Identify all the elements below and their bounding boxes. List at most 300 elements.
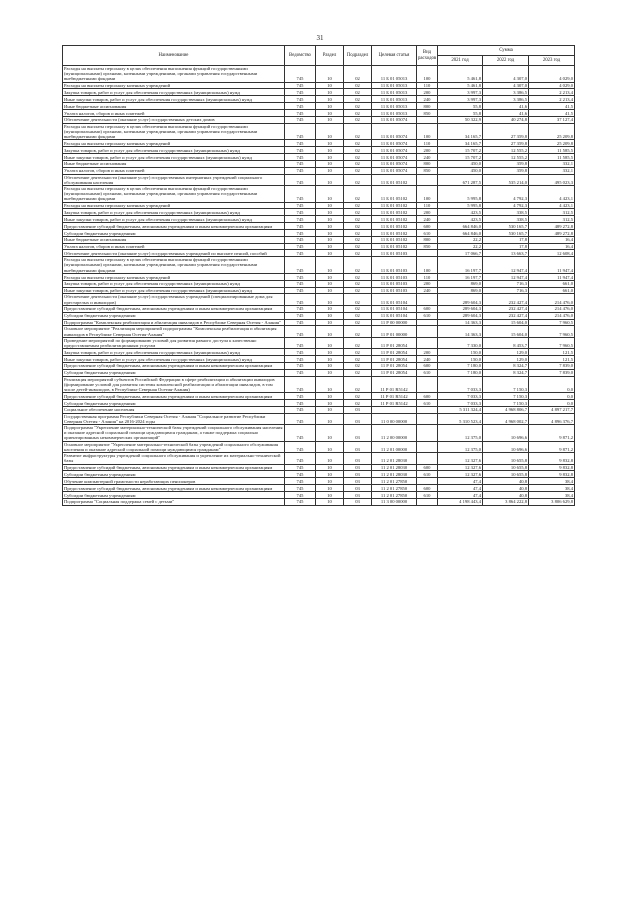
- cell-year-2023: 7 960,5: [529, 326, 575, 337]
- cell-year-2023: 489 272,8: [529, 223, 575, 230]
- cell-target-item: 11 Б 01 05104: [372, 294, 417, 305]
- cell-section: 10: [316, 369, 344, 376]
- cell-expense-type: 110: [417, 140, 438, 147]
- cell-year-2021: 14 363,3: [438, 319, 483, 326]
- table-row: [63, 66, 575, 83]
- cell-year-2021: 5 461,8: [438, 66, 483, 83]
- cell-year-2021: 16 197,7: [438, 257, 483, 274]
- cell-name: Расходы на выплаты персоналу в целях обеспечения выполнения функций государственными (муниципальными) органами, казенными учреждениями, органами управления государственными внебюджетными фондами: [63, 123, 285, 140]
- cell-section: 10: [316, 393, 344, 400]
- cell-year-2022: 4 792,3: [483, 185, 529, 202]
- cell-department: 745: [285, 453, 316, 464]
- cell-expense-type: 200: [417, 147, 438, 154]
- cell-department: 745: [285, 185, 316, 202]
- cell-year-2021: 423,5: [438, 209, 483, 216]
- cell-name: Субсидии бюджетным учреждениям: [63, 369, 285, 376]
- cell-target-item: 11 Б 01 05103: [372, 250, 417, 257]
- cell-section: 10: [316, 294, 344, 305]
- cell-section: 10: [316, 464, 344, 471]
- cell-expense-type: [417, 498, 438, 505]
- cell-year-2022: 40,8: [483, 478, 529, 485]
- cell-name: Иные бюджетные ассигнования: [63, 160, 285, 167]
- cell-name: Уплата налогов, сборов и иных платежей: [63, 109, 285, 116]
- cell-expense-type: 100: [417, 66, 438, 83]
- header-name: Наименование: [63, 46, 285, 66]
- cell-department: 745: [285, 485, 316, 492]
- cell-section: 10: [316, 425, 344, 442]
- header-department: Ведомство: [285, 46, 316, 66]
- cell-department: 745: [285, 425, 316, 442]
- cell-name: Предоставление субсидий бюджетным, автономным учреждениям и иным некоммерческим организациям: [63, 393, 285, 400]
- cell-year-2021: 47,4: [438, 485, 483, 492]
- cell-department: 745: [285, 294, 316, 305]
- cell-year-2022: 232 427,4: [483, 305, 529, 312]
- cell-year-2021: 423,5: [438, 216, 483, 223]
- cell-year-2023: 25 209,8: [529, 123, 575, 140]
- cell-year-2022: 129,0: [483, 349, 529, 356]
- cell-subsection: 02: [344, 305, 372, 312]
- cell-name: Закупка товаров, работ и услуг для обеспечения государственных (муниципальных) нужд: [63, 349, 285, 356]
- cell-year-2021: 664 846,0: [438, 229, 483, 236]
- cell-section: 10: [316, 362, 344, 369]
- table-row: [63, 250, 575, 257]
- cell-year-2021: 22,2: [438, 243, 483, 250]
- cell-section: 10: [316, 89, 344, 96]
- cell-expense-type: 600: [417, 393, 438, 400]
- cell-department: 745: [285, 82, 316, 89]
- cell-target-item: 11 3 00 00000: [372, 498, 417, 505]
- cell-section: 10: [316, 202, 344, 209]
- cell-subsection: 02: [344, 140, 372, 147]
- table-row: [63, 185, 575, 202]
- cell-year-2023: 312,5: [529, 209, 575, 216]
- cell-target-item: 11 Р 01 R5142: [372, 399, 417, 406]
- cell-year-2022: 8 324,7: [483, 362, 529, 369]
- cell-year-2023: 38,4: [529, 485, 575, 492]
- cell-year-2021: 55,8: [438, 109, 483, 116]
- table-row: [63, 294, 575, 305]
- table-row: [63, 123, 575, 140]
- cell-subsection: 02: [344, 326, 372, 337]
- cell-section: 10: [316, 216, 344, 223]
- cell-year-2021: 5 995,8: [438, 202, 483, 209]
- cell-subsection: 03: [344, 453, 372, 464]
- cell-year-2021: 289 604,3: [438, 305, 483, 312]
- cell-year-2022: 3 386,5: [483, 96, 529, 103]
- cell-name: Расходы на выплаты персоналу казенных учреждений: [63, 273, 285, 280]
- cell-target-item: 11 Б 01 05102: [372, 202, 417, 209]
- cell-target-item: 11 2 01 28030: [372, 471, 417, 478]
- cell-year-2021: 5 310 523,4: [438, 413, 483, 424]
- table-row: [63, 209, 575, 216]
- cell-subsection: 02: [344, 243, 372, 250]
- cell-year-2023: 4 029,0: [529, 82, 575, 89]
- cell-department: 745: [285, 312, 316, 319]
- cell-year-2021: 3 997,3: [438, 96, 483, 103]
- cell-year-2021: 14 363,3: [438, 326, 483, 337]
- cell-target-item: 11 Б 01 05074: [372, 167, 417, 174]
- cell-year-2023: 2 213,4: [529, 89, 575, 96]
- cell-year-2023: 9 832,8: [529, 464, 575, 471]
- cell-year-2023: 9 832,8: [529, 453, 575, 464]
- cell-year-2021: 671 287,5: [438, 174, 483, 185]
- cell-section: 10: [316, 319, 344, 326]
- cell-section: 10: [316, 399, 344, 406]
- cell-year-2021: 7 033,3: [438, 399, 483, 406]
- cell-target-item: 11 Б 01 05103: [372, 257, 417, 274]
- cell-subsection: 03: [344, 485, 372, 492]
- cell-year-2022: 359,8: [483, 160, 529, 167]
- table-row: [63, 280, 575, 287]
- cell-year-2023: 9 871,2: [529, 425, 575, 442]
- table-row: [63, 153, 575, 160]
- cell-target-item: 11 Б 01 05013: [372, 89, 417, 96]
- cell-department: 745: [285, 305, 316, 312]
- cell-expense-type: 200: [417, 349, 438, 356]
- cell-year-2023: 25 209,8: [529, 140, 575, 147]
- cell-expense-type: 600: [417, 485, 438, 492]
- cell-year-2023: 4 423,1: [529, 185, 575, 202]
- cell-year-2022: 8 324,7: [483, 369, 529, 376]
- cell-section: 10: [316, 305, 344, 312]
- cell-year-2021: 47,4: [438, 478, 483, 485]
- cell-year-2023: 16,4: [529, 243, 575, 250]
- cell-subsection: 02: [344, 167, 372, 174]
- cell-expense-type: 240: [417, 356, 438, 363]
- cell-name: Подпрограмма "Комплексная реабилитация и абилитация инвалидов в Республике Северная Осетия - Алания": [63, 319, 285, 326]
- cell-year-2022: 716,3: [483, 287, 529, 294]
- cell-expense-type: 200: [417, 280, 438, 287]
- cell-expense-type: 610: [417, 312, 438, 319]
- cell-expense-type: [417, 453, 438, 464]
- cell-name: Субсидии бюджетным учреждениям: [63, 491, 285, 498]
- table-row: [63, 369, 575, 376]
- cell-year-2023: 4 029,0: [529, 66, 575, 83]
- cell-name: Субсидии бюджетным учреждениям: [63, 471, 285, 478]
- header-section: Раздел: [316, 46, 344, 66]
- cell-expense-type: 240: [417, 96, 438, 103]
- cell-year-2023: 214 476,0: [529, 294, 575, 305]
- cell-name: Обеспечение деятельности (оказание услуг) государственных детских домов: [63, 116, 285, 123]
- cell-name: Подпрограмма "Укрепление материально-технической базы учреждений социального обслуживания населения и оказание адресной социальной помощи нуждающимся гражданам, а также поддержка социально ориентированных некоммерческих организаций": [63, 425, 285, 442]
- cell-section: 10: [316, 326, 344, 337]
- cell-subsection: 02: [344, 123, 372, 140]
- cell-subsection: 02: [344, 160, 372, 167]
- cell-name: Закупка товаров, работ и услуг для обеспечения государственных (муниципальных) нужд: [63, 280, 285, 287]
- cell-subsection: 02: [344, 229, 372, 236]
- cell-year-2023: 312,5: [529, 216, 575, 223]
- cell-department: 745: [285, 96, 316, 103]
- cell-section: 10: [316, 167, 344, 174]
- cell-name: Расходы на выплаты персоналу в целях обеспечения выполнения функций государственными (муниципальными) органами, казенными учреждениями, органами управления государственными внебюджетными фондами: [63, 66, 285, 83]
- cell-year-2022: 27 359,8: [483, 140, 529, 147]
- cell-department: 745: [285, 109, 316, 116]
- cell-subsection: 02: [344, 147, 372, 154]
- cell-year-2022: 10 655,8: [483, 453, 529, 464]
- cell-year-2021: 7 330,0: [438, 337, 483, 348]
- cell-subsection: 02: [344, 319, 372, 326]
- cell-subsection: 03: [344, 491, 372, 498]
- table-row: [63, 312, 575, 319]
- cell-section: 10: [316, 174, 344, 185]
- cell-year-2021: 12 327,6: [438, 464, 483, 471]
- cell-year-2022: 10 696,6: [483, 441, 529, 452]
- cell-subsection: 02: [344, 280, 372, 287]
- cell-section: 10: [316, 185, 344, 202]
- cell-year-2022: 530 165,7: [483, 229, 529, 236]
- cell-target-item: 11 Б 01 05074: [372, 116, 417, 123]
- cell-year-2023: 7 960,5: [529, 337, 575, 348]
- table-row: [63, 243, 575, 250]
- cell-expense-type: 610: [417, 471, 438, 478]
- cell-section: 10: [316, 478, 344, 485]
- cell-name: Предоставление субсидий бюджетным, автономным учреждениям и иным некоммерческим организациям: [63, 464, 285, 471]
- cell-department: 745: [285, 153, 316, 160]
- cell-target-item: 11 Б 01 05104: [372, 305, 417, 312]
- cell-target-item: 11 Б 01 05013: [372, 96, 417, 103]
- cell-year-2023: 332,1: [529, 160, 575, 167]
- cell-subsection: 02: [344, 223, 372, 230]
- cell-name: Субсидии бюджетным учреждениям: [63, 229, 285, 236]
- cell-expense-type: [417, 376, 438, 393]
- cell-name: Обеспечение деятельности (оказание услуг) государственных интернатных учреждений социального обслуживания населения: [63, 174, 285, 185]
- cell-year-2023: 16,4: [529, 236, 575, 243]
- cell-department: 745: [285, 116, 316, 123]
- cell-section: 10: [316, 140, 344, 147]
- cell-name: Иные бюджетные ассигнования: [63, 103, 285, 110]
- cell-expense-type: [417, 174, 438, 185]
- cell-year-2021: 450,0: [438, 160, 483, 167]
- cell-section: 10: [316, 312, 344, 319]
- cell-target-item: 11 2 01 28030: [372, 464, 417, 471]
- cell-department: 745: [285, 349, 316, 356]
- table-row: [63, 337, 575, 348]
- cell-year-2023: 332,1: [529, 167, 575, 174]
- table-row: [63, 498, 575, 505]
- cell-year-2022: 8 453,7: [483, 337, 529, 348]
- cell-subsection: 02: [344, 250, 372, 257]
- table-row: [63, 356, 575, 363]
- table-row: [63, 174, 575, 185]
- cell-year-2022: 232 427,4: [483, 294, 529, 305]
- cell-target-item: 11 Р 01 28054: [372, 349, 417, 356]
- table-row: [63, 413, 575, 424]
- cell-target-item: 11 Б 01 05102: [372, 236, 417, 243]
- cell-section: 10: [316, 485, 344, 492]
- cell-year-2021: 34 165,7: [438, 123, 483, 140]
- table-row: [63, 326, 575, 337]
- cell-target-item: 11 Р 01 R5142: [372, 376, 417, 393]
- cell-expense-type: [417, 478, 438, 485]
- cell-section: 10: [316, 287, 344, 294]
- table-row: [63, 216, 575, 223]
- cell-year-2021: 150,0: [438, 356, 483, 363]
- cell-year-2022: 17,8: [483, 243, 529, 250]
- cell-section: 10: [316, 153, 344, 160]
- cell-subsection: 03: [344, 406, 372, 413]
- cell-year-2022: 40,8: [483, 491, 529, 498]
- cell-year-2021: 289 604,3: [438, 312, 483, 319]
- cell-section: 10: [316, 160, 344, 167]
- cell-subsection: 02: [344, 393, 372, 400]
- cell-year-2021: 3 997,3: [438, 89, 483, 96]
- cell-year-2023: 214 476,0: [529, 305, 575, 312]
- header-year-2022: 2022 год: [483, 56, 529, 66]
- cell-year-2022: 716,3: [483, 280, 529, 287]
- cell-department: 745: [285, 356, 316, 363]
- cell-subsection: 02: [344, 287, 372, 294]
- cell-department: 745: [285, 498, 316, 505]
- cell-subsection: 03: [344, 464, 372, 471]
- cell-target-item: 11 2 01 27850: [372, 485, 417, 492]
- table-row: [63, 349, 575, 356]
- table-body: [63, 66, 575, 506]
- cell-subsection: 03: [344, 413, 372, 424]
- cell-year-2022: 41,6: [483, 103, 529, 110]
- table-row: [63, 478, 575, 485]
- cell-subsection: 02: [344, 369, 372, 376]
- cell-subsection: 02: [344, 376, 372, 393]
- cell-name: Предоставление субсидий бюджетным, автономным учреждениям и иным некоммерческим организациям: [63, 362, 285, 369]
- cell-year-2021: 17 066,7: [438, 250, 483, 257]
- cell-year-2023: 121,5: [529, 349, 575, 356]
- cell-year-2022: 13 663,7: [483, 250, 529, 257]
- cell-expense-type: 600: [417, 464, 438, 471]
- cell-department: 745: [285, 123, 316, 140]
- table-row: [63, 362, 575, 369]
- cell-name: Обеспечение деятельности (оказание услуг) государственных учреждений по выплате пенсий, пособий: [63, 250, 285, 257]
- cell-target-item: 11 Б 01 05103: [372, 273, 417, 280]
- cell-year-2022: 4 307,0: [483, 66, 529, 83]
- table-row: [63, 140, 575, 147]
- cell-name: Иные закупки товаров, работ и услуг для обеспечения государственных (муниципальных) нужд: [63, 153, 285, 160]
- header-year-2023: 2023 год: [529, 56, 575, 66]
- cell-department: 745: [285, 140, 316, 147]
- cell-subsection: 03: [344, 425, 372, 442]
- cell-department: 745: [285, 319, 316, 326]
- cell-target-item: 11 Б 01 05074: [372, 123, 417, 140]
- cell-department: 745: [285, 147, 316, 154]
- cell-department: 745: [285, 326, 316, 337]
- cell-name: Иные закупки товаров, работ и услуг для обеспечения государственных (муниципальных) нужд: [63, 216, 285, 223]
- cell-year-2022: 40,8: [483, 485, 529, 492]
- cell-name: Закупка товаров, работ и услуг для обеспечения государственных (муниципальных) нужд: [63, 89, 285, 96]
- cell-year-2021: 7 180,0: [438, 369, 483, 376]
- cell-department: 745: [285, 369, 316, 376]
- cell-year-2021: 50 322,9: [438, 116, 483, 123]
- table-row: [63, 376, 575, 393]
- cell-subsection: 02: [344, 337, 372, 348]
- cell-name: Предоставление субсидий бюджетным, автономным учреждениям и иным некоммерческим организациям: [63, 485, 285, 492]
- table-row: [63, 167, 575, 174]
- cell-year-2021: 869,0: [438, 287, 483, 294]
- cell-year-2021: 16 197,7: [438, 273, 483, 280]
- cell-subsection: 02: [344, 216, 372, 223]
- cell-name: Основное мероприятие "Укрепление материально-технической базы учреждений социального обслуживания населения и оказание адресной социальной помощи нуждающимся гражданам": [63, 441, 285, 452]
- cell-year-2023: 489 272,8: [529, 229, 575, 236]
- cell-year-2022: 4 792,3: [483, 202, 529, 209]
- cell-name: Основное мероприятие "Реализация мероприятий подпрограммы "Комплексная реабилитация и абилитация инвалидов в Республике Северная Осетия-Алания": [63, 326, 285, 337]
- cell-target-item: 11 Р 01 28054: [372, 362, 417, 369]
- cell-year-2022: 41,6: [483, 109, 529, 116]
- cell-target-item: 11 Р 00 00000: [372, 319, 417, 326]
- cell-year-2021: 12 327,6: [438, 453, 483, 464]
- cell-year-2022: 10 655,8: [483, 471, 529, 478]
- cell-department: 745: [285, 223, 316, 230]
- cell-year-2022: 17,8: [483, 236, 529, 243]
- cell-year-2021: 12 375,0: [438, 425, 483, 442]
- cell-year-2023: 38,4: [529, 491, 575, 498]
- cell-expense-type: 610: [417, 229, 438, 236]
- cell-subsection: 02: [344, 202, 372, 209]
- cell-department: 745: [285, 257, 316, 274]
- cell-year-2023: 3 806 629,8: [529, 498, 575, 505]
- cell-year-2022: 3 864 222,8: [483, 498, 529, 505]
- cell-target-item: 11 Б 01 05074: [372, 160, 417, 167]
- cell-expense-type: 110: [417, 82, 438, 89]
- cell-expense-type: 200: [417, 209, 438, 216]
- cell-year-2022: 40 274,8: [483, 116, 529, 123]
- cell-target-item: 11 Б 01 05013: [372, 103, 417, 110]
- cell-name: Субсидии бюджетным учреждениям: [63, 399, 285, 406]
- cell-expense-type: 800: [417, 103, 438, 110]
- cell-year-2023: 11 947,4: [529, 273, 575, 280]
- cell-expense-type: 600: [417, 305, 438, 312]
- cell-name: Субсидии бюджетным учреждениям: [63, 312, 285, 319]
- cell-year-2022: 4 968 002,7: [483, 413, 529, 424]
- table-row: [63, 453, 575, 464]
- cell-subsection: 02: [344, 103, 372, 110]
- cell-subsection: 02: [344, 109, 372, 116]
- cell-year-2022: 4 968 806,7: [483, 406, 529, 413]
- cell-target-item: 11 Р 01 28054: [372, 337, 417, 348]
- cell-department: 745: [285, 250, 316, 257]
- cell-name: Расходы на выплаты персоналу казенных учреждений: [63, 140, 285, 147]
- cell-year-2021: 150,0: [438, 349, 483, 356]
- cell-subsection: 03: [344, 498, 372, 505]
- cell-year-2022: 12 947,4: [483, 257, 529, 274]
- cell-expense-type: [417, 337, 438, 348]
- cell-section: 10: [316, 96, 344, 103]
- cell-section: 10: [316, 406, 344, 413]
- budget-table: [62, 45, 575, 506]
- cell-name: Предоставление субсидий бюджетным, автономным учреждениям и иным некоммерческим организациям: [63, 223, 285, 230]
- cell-year-2023: 121,5: [529, 356, 575, 363]
- cell-section: 10: [316, 109, 344, 116]
- cell-section: 10: [316, 147, 344, 154]
- cell-section: 10: [316, 223, 344, 230]
- table-row: [63, 287, 575, 294]
- cell-department: 745: [285, 280, 316, 287]
- cell-section: 10: [316, 376, 344, 393]
- cell-name: Проведение мероприятий по формированию условий для развития равного доступа к качественно предоставляемым реабилитационным услугам: [63, 337, 285, 348]
- cell-section: 10: [316, 243, 344, 250]
- cell-year-2023: 12 608,4: [529, 250, 575, 257]
- cell-year-2022: 7 150,3: [483, 393, 529, 400]
- cell-subsection: 02: [344, 66, 372, 83]
- table-row: [63, 471, 575, 478]
- cell-department: 745: [285, 89, 316, 96]
- cell-year-2023: 214 476,0: [529, 312, 575, 319]
- table-row: [63, 109, 575, 116]
- cell-year-2021: 7 180,0: [438, 362, 483, 369]
- cell-name: Расходы на выплаты персоналу казенных учреждений: [63, 202, 285, 209]
- cell-department: 745: [285, 287, 316, 294]
- table-row: [63, 393, 575, 400]
- header-expense-type: Вид расходов: [417, 46, 438, 66]
- cell-expense-type: 600: [417, 223, 438, 230]
- cell-target-item: [372, 406, 417, 413]
